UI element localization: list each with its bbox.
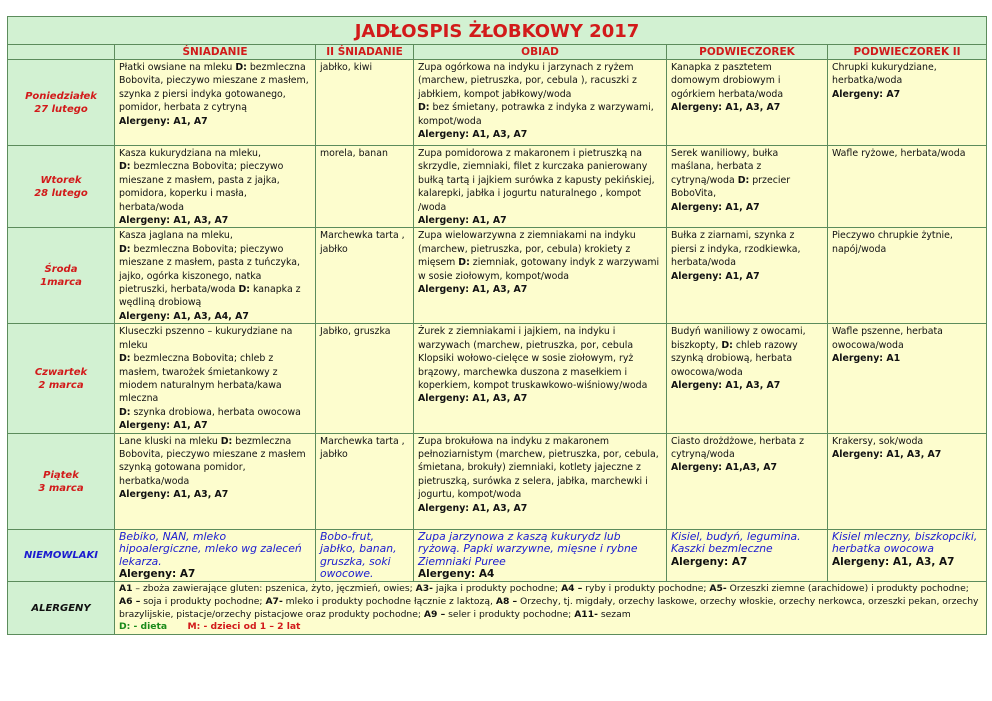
diet-legend-d: D: - dieta	[119, 621, 168, 633]
lunch-cell	[414, 228, 667, 324]
menu-text: bezmleczna Bobovita, pieczywo mieszane z masłem, szynka z piersi indyka gotowanego, pomidor, herbata z cytryną	[119, 62, 309, 114]
menu-text: Wafle ryżowe, herbata/woda	[832, 148, 966, 159]
day-label-cell	[8, 60, 115, 146]
snack-2-allergens: Alergeny: A1	[832, 353, 901, 365]
menu-text: przecier BoboVita,	[671, 174, 791, 200]
column-header-snack-2: PODWIECZOREK II	[828, 45, 987, 60]
day-label-cell	[8, 324, 115, 433]
second-breakfast-text	[320, 436, 405, 460]
lunch-text	[418, 436, 659, 501]
snack-cell	[667, 324, 828, 433]
diet-marker: D:	[721, 339, 733, 351]
breakfast-cell	[115, 60, 316, 146]
snack-cell	[667, 146, 828, 228]
breakfast-allergens: Alergeny: A1, A3, A4, A7	[119, 310, 249, 322]
breakfast-cell	[115, 228, 316, 324]
snack-text	[671, 148, 790, 199]
allergens-label: ALERGENY	[8, 581, 115, 634]
breakfast-cell	[115, 324, 316, 433]
snack-cell	[667, 433, 828, 529]
infant-breakfast-allergens: Alergeny: A7	[119, 568, 196, 581]
breakfast-text	[119, 230, 301, 308]
diet-marker: D:	[119, 243, 131, 255]
snack-text	[671, 230, 800, 268]
infant-breakfast-text: Bebiko, NAN, mleko hipoalergiczne, mleko wg zaleceń lekarza.	[119, 529, 302, 568]
snack-text	[671, 436, 804, 460]
lunch-cell	[414, 146, 667, 228]
snack-2-text	[832, 62, 937, 86]
allergen-code: A9 –	[423, 608, 446, 620]
diet-marker: D:	[235, 62, 247, 73]
menu-text: kanapka z wędliną drobiową	[119, 284, 301, 309]
lunch-cell	[414, 324, 667, 433]
snack-2-cell	[828, 324, 987, 433]
menu-text: jabłko, kiwi	[320, 62, 373, 73]
day-row	[8, 146, 987, 228]
diet-marker: D:	[737, 174, 750, 186]
snack-allergens: Alergeny: A1, A7	[671, 270, 760, 282]
day-name: Wtorek	[40, 175, 82, 187]
allergen-code: A8 –	[495, 595, 518, 607]
menu-text: morela, banan	[320, 148, 388, 159]
diet-marker: D:	[238, 284, 251, 296]
menu-text: Zupa ogórkowa na indyku i jarzynach z ryżem (marchew, pietruszka, por, cebula ), racuszki z jabłkiem, kompot jabłkowy/woda	[418, 62, 637, 100]
second-breakfast-cell	[316, 228, 414, 324]
snack-2-text	[832, 148, 965, 159]
menu-text: Lane kluski na mleku	[119, 435, 221, 447]
allergen-description: ryby i produkty pochodne;	[582, 582, 710, 594]
allergens-legend-cell	[115, 581, 987, 634]
snack-allergens: Alergeny: A1, A3, A7	[671, 379, 781, 391]
diet-marker: D:	[119, 353, 131, 365]
infant-lunch-allergens: Alergeny: A4	[418, 568, 495, 581]
allergen-description: mleko i produkty pochodne łącznie z laktozą,	[282, 595, 496, 607]
menu-text: bezmleczna Bobovita; pieczywo mieszane z masłem, pasta z jajka, pomidora, koperku i masła, herbata/woda	[119, 161, 284, 213]
menu-text: Wafle pszenne, herbata owocowa/woda	[832, 326, 943, 351]
lunch-allergens: Alergeny: A1, A3, A7	[418, 393, 528, 405]
day-row	[8, 60, 987, 146]
menu-text: Kanapka z pasztetem domowym drobiowym i ogórkiem herbata/woda	[671, 62, 784, 100]
day-date: 27 lutego	[34, 104, 88, 115]
snack-2-text	[832, 326, 943, 350]
menu-text: Bułka z ziarnami, szynka z piersi z indyka, rzodkiewka, herbata/woda	[671, 230, 801, 269]
day-label-cell	[8, 433, 115, 529]
snack-2-cell	[828, 60, 987, 146]
second-breakfast-cell	[316, 60, 414, 146]
menu-text: Pieczywo chrupkie żytnie, napój/woda	[832, 230, 953, 255]
menu-text: Zupa pomidorowa z makaronem i pietruszką na skrzydle, ziemniaki, filet z kurczaka panierowany bułką tartą i jajkiem surówka z kapusty pekińskiej, kalarepki, jabłka i jogurtu naturalnego , kompot /woda	[418, 148, 655, 213]
column-header-lunch: OBIAD	[414, 45, 667, 60]
breakfast-text	[119, 62, 309, 113]
infant-lunch-cell	[414, 529, 667, 581]
allergen-description: seler i produkty pochodne;	[445, 608, 575, 620]
snack-2-text	[832, 436, 923, 447]
second-breakfast-text	[320, 326, 390, 337]
lunch-cell	[414, 60, 667, 146]
allergen-code: A4 –	[561, 582, 583, 594]
infant-second-breakfast-cell	[316, 529, 414, 581]
allergen-description: – zboża zawierające gluten: pszenica, żyto, jęczmień, owies;	[132, 582, 416, 594]
diet-marker: D:	[418, 102, 430, 114]
allergen-description: soja i produkty pochodne;	[140, 595, 266, 607]
menu-text: bezmleczna Bobovita; pieczywo mieszane z masłem, pasta z tuńczyka, jajko, ogórka kiszonego, natka pietruszki, herbata/woda	[119, 243, 300, 296]
allergen-code: A5-	[709, 582, 727, 594]
breakfast-text	[119, 326, 301, 417]
day-label-cell	[8, 228, 115, 324]
day-name: Środa	[44, 264, 78, 276]
infant-snack-2-text: Kisiel mleczny, biszkopciki, herbatka owocowa	[832, 529, 978, 556]
day-row	[8, 324, 987, 433]
column-header-breakfast: ŚNIADANIE	[115, 45, 316, 60]
breakfast-cell	[115, 433, 316, 529]
menu-text: Płatki owsiane na mleku	[119, 62, 236, 73]
infant-snack-text: Kisiel, budyń, legumina. Kaszki bezmleczne	[671, 529, 801, 556]
second-breakfast-text	[320, 148, 388, 159]
infant-breakfast-cell	[115, 529, 316, 581]
snack-2-allergens: Alergeny: A7	[832, 88, 901, 100]
day-date: 28 lutego	[34, 188, 88, 200]
breakfast-cell	[115, 146, 316, 228]
infant-snack-2-allergens: Alergeny: A1, A3, A7	[832, 555, 955, 568]
menu-text: Marchewka tarta , jabłko	[320, 435, 405, 460]
infants-row	[8, 529, 987, 581]
menu-text: Żurek z ziemniakami i jajkiem, na indyku i warzywach (marchew, pietruszka, por, cebula Klopsiki wołowo-cielęce w sosie ziołowym, ryż brązowy, marchewka duszona z masełkiem i koperkiem, kompot truskawkowo-wiśniowy/woda	[418, 326, 648, 391]
allergen-code: A6 –	[119, 595, 141, 607]
menu-text: Kluseczki pszenno – kukurydziane na mleku	[119, 326, 293, 351]
menu-text: bez śmietany, potrawka z indyka z warzywami, kompot/woda	[418, 102, 654, 127]
menu-text: Marchewka tarta , jabłko	[320, 230, 405, 255]
allergen-description: sezam	[597, 608, 631, 620]
snack-2-cell	[828, 228, 987, 324]
allergen-description: jajka i produkty pochodne;	[432, 582, 562, 594]
menu-text: ziemniak, gotowany indyk z warzywami w sosie ziołowym, kompot/woda	[418, 257, 660, 282]
lunch-text	[418, 326, 647, 391]
lunch-text	[418, 148, 655, 213]
day-date: 1marca	[40, 277, 82, 289]
day-row	[8, 228, 987, 324]
day-date: 2 marca	[38, 379, 84, 391]
lunch-allergens: Alergeny: A1, A3, A7	[418, 502, 528, 514]
menu-text: bezmleczna Bobovita, pieczywo mieszane z masłem szynką gotowana pomidor, herbatka/woda	[119, 435, 306, 487]
breakfast-allergens: Alergeny: A1, A3, A7	[119, 489, 229, 501]
day-date: 3 marca	[38, 482, 84, 494]
infant-second-breakfast-text: Bobo-frut, jabłko, banan, gruszka, soki owocowe.	[320, 529, 397, 581]
breakfast-text	[119, 148, 283, 213]
diet-marker: D:	[119, 406, 131, 418]
infant-lunch-text: Zupa jarzynowa z kaszą kukurydz lub ryżową. Papki warzywne, mięsne i rybne Ziemniaki Puree	[418, 529, 638, 568]
menu-text: Zupa brokułowa na indyku z makaronem pełnoziarnistym (marchew, pietruszka, por, cebula, śmietana, brokuły) ziemniaki, kotlety jajeczne z pietruszką, surówka z selera, jabłka, marchewki i jogurtu, kompot/woda	[418, 435, 659, 501]
second-breakfast-cell	[316, 324, 414, 433]
snack-2-cell	[828, 433, 987, 529]
day-name: Piątek	[43, 469, 79, 481]
allergen-code: A1	[119, 582, 133, 594]
menu-text: Chrupki kukurydziane, herbatka/woda	[832, 62, 937, 87]
diet-marker: D:	[119, 161, 131, 173]
day-name: Poniedziałek	[25, 91, 97, 102]
corner-cell	[8, 45, 115, 60]
allergens-row	[8, 581, 987, 634]
diet-marker: D:	[458, 257, 470, 269]
snack-cell	[667, 60, 828, 146]
infant-snack-cell	[667, 529, 828, 581]
snack-allergens: Alergeny: A1, A7	[671, 201, 760, 213]
diet-legend-m: M: - dzieci od 1 – 2 lat	[187, 621, 301, 633]
breakfast-text	[119, 436, 306, 487]
menu-text: Krakersy, sok/woda	[832, 435, 924, 447]
lunch-allergens: Alergeny: A1, A3, A7	[418, 284, 528, 296]
lunch-cell	[414, 433, 667, 529]
second-breakfast-text	[320, 62, 372, 73]
allergen-description: Orzeszki ziemne (arachidowe) i produkty pochodne;	[726, 582, 969, 594]
second-breakfast-cell	[316, 433, 414, 529]
day-label-cell	[8, 146, 115, 228]
menu-text: szynka drobiowa, herbata owocowa	[130, 406, 301, 418]
menu-text: Budyń waniliowy z owocami, biszkopty,	[671, 326, 806, 351]
allergen-code: A11-	[574, 608, 598, 620]
menu-text: Ciasto drożdżowe, herbata z cytryną/woda	[671, 435, 805, 460]
snack-allergens: Alergeny: A1,A3, A7	[671, 462, 778, 474]
allergen-code: A3-	[415, 582, 433, 594]
diet-marker: D:	[220, 435, 233, 447]
snack-cell	[667, 228, 828, 324]
snack-2-allergens: Alergeny: A1, A3, A7	[832, 448, 942, 460]
snack-2-cell	[828, 146, 987, 228]
snack-allergens: Alergeny: A1, A3, A7	[671, 102, 781, 114]
infant-snack-allergens: Alergeny: A7	[671, 555, 748, 568]
day-name: Czwartek	[34, 366, 88, 378]
menu-text: Zupa wielowarzywna z ziemniakami na indyku (marchew, pietruszka, por, cebula) krokiety z mięsem	[418, 230, 636, 269]
allergen-code: A7-	[265, 595, 283, 607]
menu-table	[7, 16, 987, 635]
day-row	[8, 433, 987, 529]
menu-text: Serek waniliowy, bułka maślana, herbata z cytryną/woda	[671, 148, 779, 186]
menu-text: chleb razowy szynką drobiową, herbata owocowa/woda	[671, 339, 798, 378]
lunch-text	[418, 230, 659, 281]
infants-label: NIEMOWLAKI	[8, 529, 115, 581]
diet-legend	[119, 621, 982, 634]
menu-text: Kasza kukurydziana na mleku,	[119, 148, 261, 159]
breakfast-allergens: Alergeny: A1, A3, A7	[119, 215, 229, 227]
infant-snack-2-cell	[828, 529, 987, 581]
menu-text: Kasza jaglana na mleku,	[119, 230, 233, 242]
breakfast-allergens: Alergeny: A1, A7	[119, 115, 208, 127]
snack-2-text	[832, 230, 953, 254]
column-header-snack: PODWIECZOREK	[667, 45, 828, 60]
lunch-text	[418, 62, 654, 127]
menu-text: Jabłko, gruszka	[320, 326, 391, 338]
second-breakfast-text	[320, 230, 405, 254]
column-header-second-breakfast: II ŚNIADANIE	[316, 45, 414, 60]
snack-text	[671, 326, 806, 377]
lunch-allergens: Alergeny: A1, A7	[418, 215, 507, 227]
breakfast-allergens: Alergeny: A1, A7	[119, 420, 208, 432]
lunch-allergens: Alergeny: A1, A3, A7	[418, 129, 528, 141]
allergen-description: Orzechy, tj. migdały, orzechy laskowe, orzechy włoskie, orzechy nerkowca, orzeszki pekan, orzechy brazylijskie, pistacje/orzechy pistacjowe oraz produkty pochodne;	[119, 595, 979, 620]
page-title: JADŁOSPIS ŻŁOBKOWY 2017	[8, 17, 987, 45]
snack-text	[671, 62, 783, 100]
second-breakfast-cell	[316, 146, 414, 228]
header-row	[8, 45, 987, 60]
menu-text: bezmleczna Bobovita; chleb z masłem, twarożek śmietankowy z miodem naturalnym herbata/kawa mleczna	[119, 353, 282, 405]
allergens-description	[119, 583, 978, 620]
